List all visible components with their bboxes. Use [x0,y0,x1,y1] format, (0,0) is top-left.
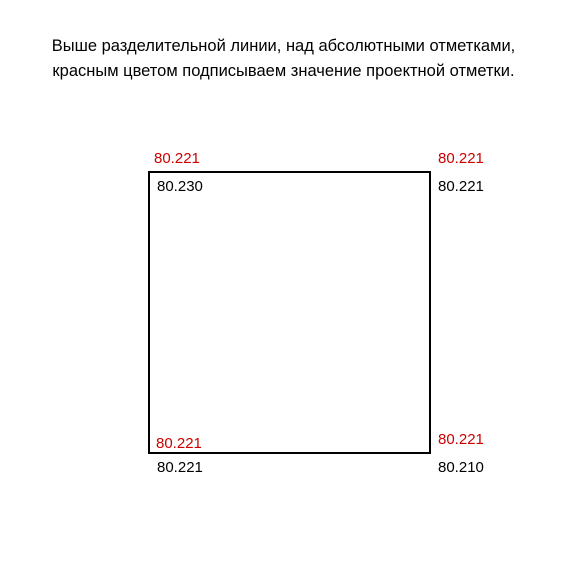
top-right-design-mark: 80.221 [438,150,484,167]
plot-outline [148,171,431,454]
top-left-absolute-mark: 80.230 [157,178,203,195]
bottom-right-design-mark: 80.221 [438,431,484,448]
top-right-absolute-mark: 80.221 [438,178,484,195]
caption [20,34,547,84]
bottom-left-absolute-mark: 80.221 [157,459,203,476]
caption-line-2: красным цветом подписываем значение проектной отметки. [52,62,515,80]
top-left-design-mark: 80.221 [154,150,200,167]
caption-line-1: Выше разделительной линии, над абсолютными отметками, [51,37,516,55]
bottom-left-design-mark: 80.221 [156,435,202,452]
bottom-right-absolute-mark: 80.210 [438,459,484,476]
